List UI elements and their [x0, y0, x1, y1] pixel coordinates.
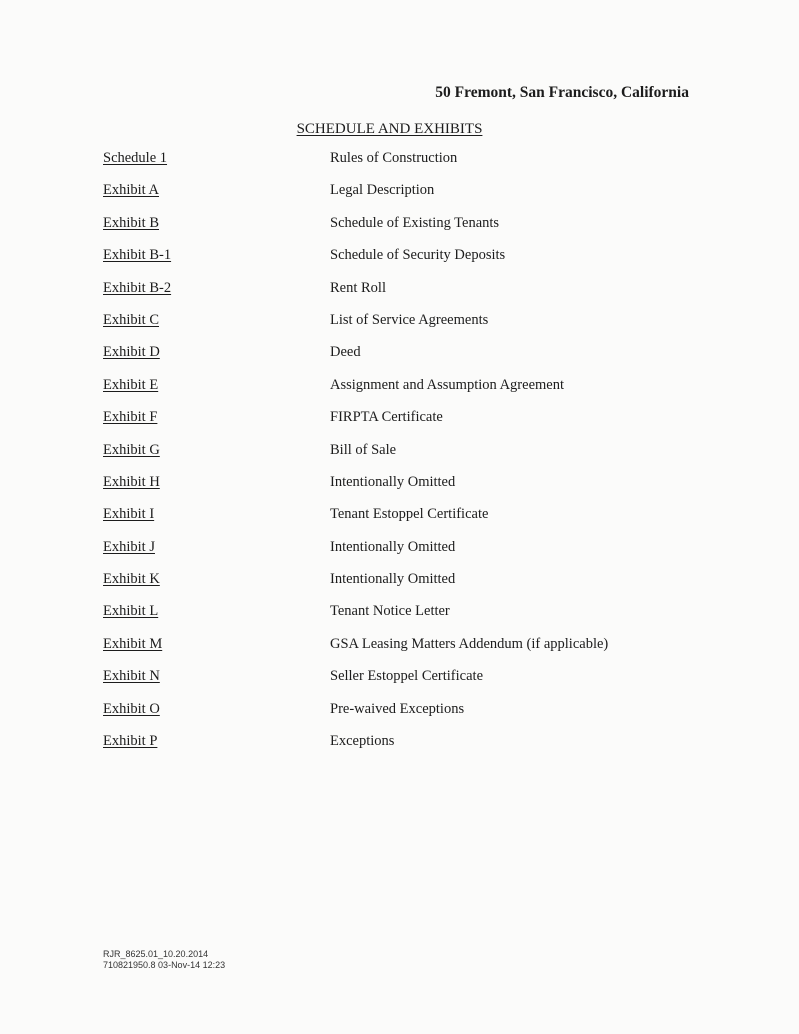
- exhibit-link[interactable]: Exhibit M: [103, 635, 163, 652]
- exhibit-row: [0, 636, 799, 668]
- exhibit-title: Seller Estoppel Certificate: [330, 668, 484, 685]
- exhibit-link[interactable]: Exhibit F: [103, 409, 158, 426]
- exhibit-link[interactable]: Exhibit A: [103, 182, 159, 199]
- exhibit-title: FIRPTA Certificate: [330, 409, 443, 426]
- exhibit-link[interactable]: Exhibit I: [103, 506, 155, 523]
- exhibit-title: Intentionally Omitted: [330, 538, 456, 555]
- exhibit-link[interactable]: Exhibit C: [103, 311, 159, 328]
- exhibit-title: Tenant Estoppel Certificate: [330, 506, 489, 523]
- exhibit-title: Deed: [330, 344, 361, 361]
- exhibit-link[interactable]: Exhibit B-1: [103, 247, 172, 264]
- exhibit-link[interactable]: Exhibit N: [103, 668, 160, 685]
- exhibit-row: [0, 701, 799, 733]
- exhibit-title: Legal Description: [330, 182, 435, 199]
- exhibit-row: [0, 215, 799, 247]
- exhibit-row: [0, 280, 799, 312]
- exhibit-title: Schedule of Existing Tenants: [330, 214, 500, 231]
- exhibit-link[interactable]: Exhibit D: [103, 344, 160, 361]
- document-footer: [103, 949, 225, 971]
- document-header: 50 Fremont, San Francisco, California: [435, 84, 689, 101]
- exhibit-row: [0, 571, 799, 603]
- exhibit-title: GSA Leasing Matters Addendum (if applicable): [330, 635, 609, 652]
- exhibit-title: Pre-waived Exceptions: [330, 700, 465, 717]
- exhibit-list: [0, 150, 799, 765]
- exhibit-row: [0, 442, 799, 474]
- exhibit-title: List of Service Agreements: [330, 311, 489, 328]
- exhibit-row: [0, 377, 799, 409]
- exhibit-row: [0, 409, 799, 441]
- exhibit-title: Rules of Construction: [330, 150, 458, 166]
- exhibit-row: [0, 539, 799, 571]
- exhibit-row: [0, 150, 799, 182]
- exhibit-row: [0, 733, 799, 765]
- exhibit-row: [0, 474, 799, 506]
- exhibit-title: Bill of Sale: [330, 441, 397, 458]
- exhibit-link[interactable]: Exhibit G: [103, 441, 160, 458]
- schedule-heading: SCHEDULE AND EXHIBITS: [296, 121, 483, 137]
- exhibit-link[interactable]: Exhibit J: [103, 538, 155, 555]
- exhibit-link[interactable]: Exhibit P: [103, 733, 158, 750]
- exhibit-title: Rent Roll: [330, 279, 386, 296]
- exhibit-link[interactable]: Exhibit E: [103, 376, 159, 393]
- exhibit-row: [0, 668, 799, 700]
- exhibit-row: [0, 182, 799, 214]
- exhibit-row: [0, 312, 799, 344]
- exhibit-link[interactable]: Exhibit K: [103, 571, 160, 588]
- exhibit-row: [0, 247, 799, 279]
- exhibit-title: Assignment and Assumption Agreement: [330, 376, 564, 393]
- exhibit-row: [0, 603, 799, 635]
- exhibit-link[interactable]: Exhibit L: [103, 603, 159, 620]
- exhibit-title: Intentionally Omitted: [330, 473, 456, 490]
- exhibit-title: Intentionally Omitted: [330, 571, 456, 588]
- exhibit-link[interactable]: Exhibit O: [103, 700, 160, 717]
- exhibit-link[interactable]: Exhibit H: [103, 473, 160, 490]
- exhibit-title: Tenant Notice Letter: [330, 603, 450, 620]
- exhibit-link[interactable]: Schedule 1: [103, 150, 168, 166]
- exhibit-title: Exceptions: [330, 733, 395, 750]
- exhibit-row: [0, 506, 799, 538]
- exhibit-link[interactable]: Exhibit B-2: [103, 279, 172, 296]
- footer-reference: RJR_8625.01_10.20.2014: [103, 949, 209, 959]
- exhibit-link[interactable]: Exhibit B: [103, 214, 159, 231]
- footer-docid: 710821950.8 03-Nov-14 12:23: [103, 960, 226, 970]
- exhibit-title: Schedule of Security Deposits: [330, 247, 506, 264]
- exhibit-row: [0, 344, 799, 376]
